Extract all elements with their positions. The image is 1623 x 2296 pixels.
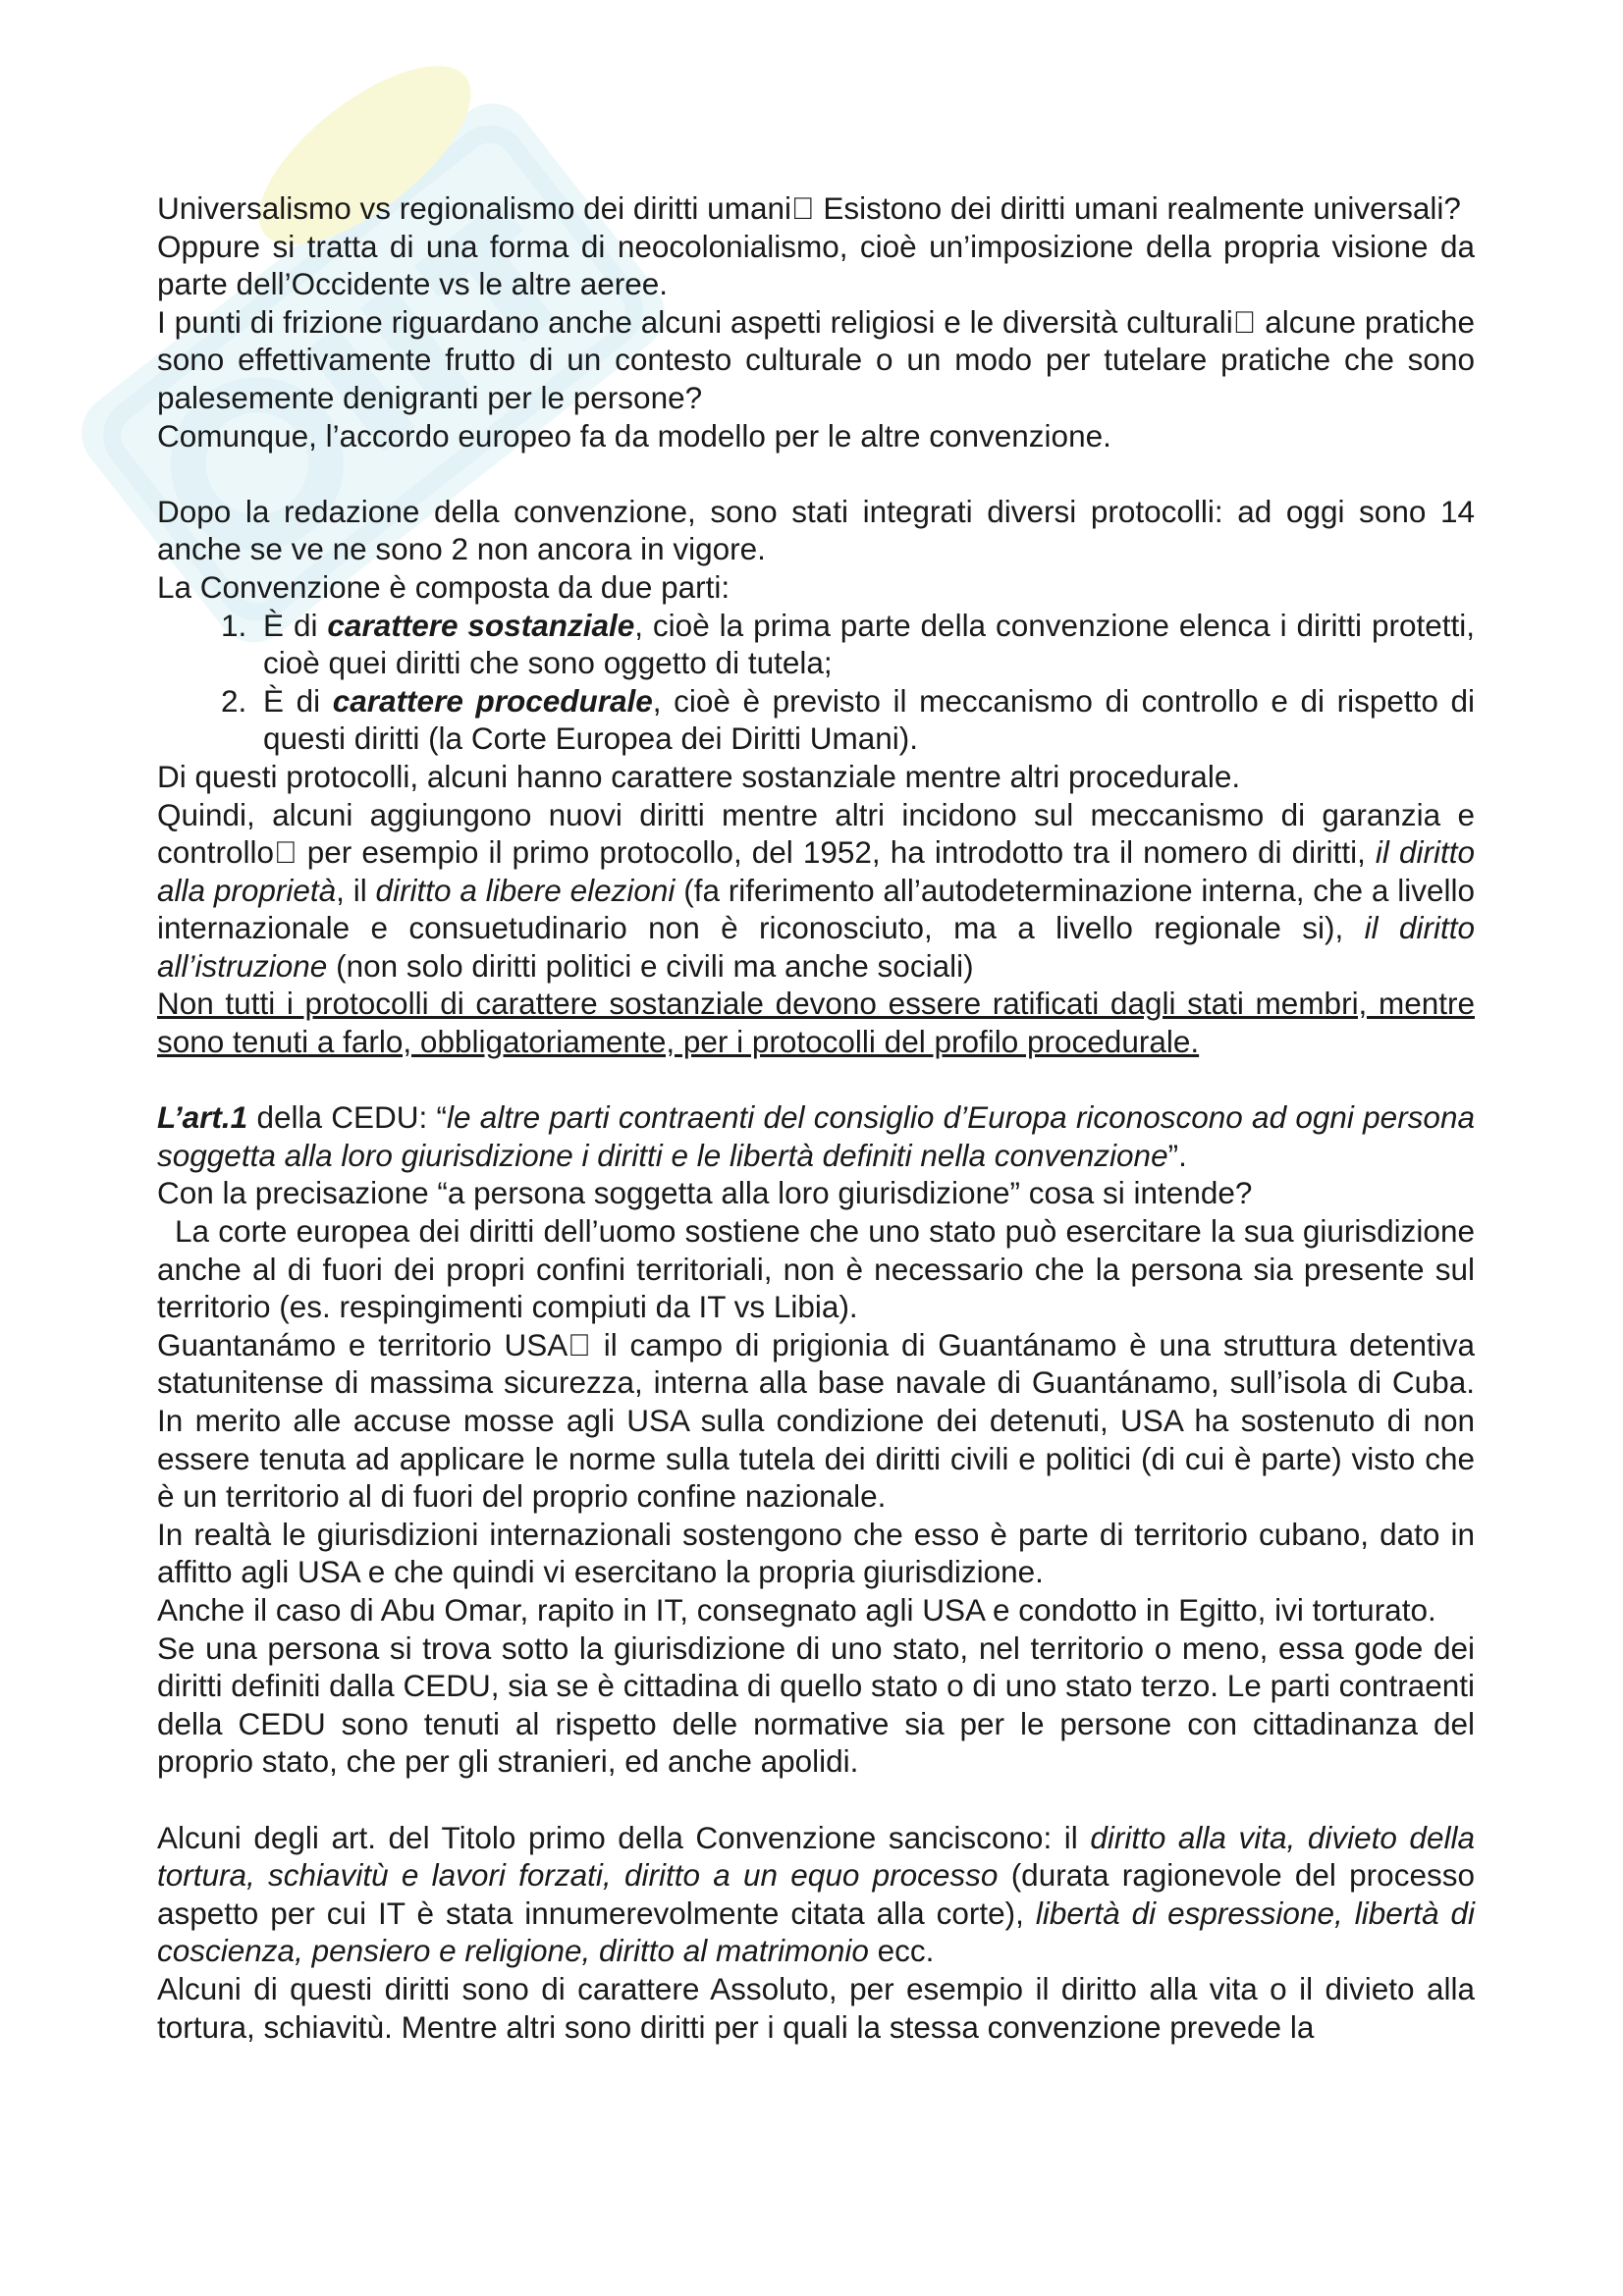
paragraph: In realtà le giurisdizioni internazionali sostengono che esso è parte di territorio cubano, dato in affitto agli USA e che quindi vi esercitano la propria giurisdizione. [157,1516,1475,1590]
paragraph: Con la precisazione “a persona soggetta alla loro giurisdizione” cosa si intende? [157,1175,1253,1211]
article-reference: L’art.1 [157,1099,248,1136]
underlined-paragraph: Non tutti i protocolli di carattere sostanziale devono essere ratificati dagli stati membri, mentre sono tenuti a farlo, obbligatoriamente, per i protocolli del profilo procedurale. [157,986,1475,1060]
paragraph: Di questi protocolli, alcuni hanno carattere sostanziale mentre altri procedurale. [157,758,1241,794]
text-run: , il [336,872,376,908]
paragraph: I punti di frizione riguardano anche alcuni aspetti religiosi e le diversità culturali alcune pratiche sono effettivamente frutto di un contesto culturale o un modo per tutelare pratiche che sono palesemente denigranti per le persone? [157,303,1475,415]
list-item-text: È di [263,682,333,719]
blank-line [157,454,1475,493]
list-item-text: , cioè è previsto il meccanismo di controllo e di rispetto di questi diritti (la Corte Europea dei Diritti Umani). [263,682,1476,757]
text-run: (non solo diritti politici e civili ma anche sociali) [327,947,974,984]
list-item [255,682,1475,758]
text-run: (durata ragionevole del processo aspetto per cui IT è stata innumerevolmente citata alla corte), [157,1857,1475,1931]
blank-line [157,1061,1475,1099]
text-run: (fa riferimento all’autodeterminazione interna, che a livello internazionale e consuetudinario non è riconosciuto, ma a livello regionale si), [157,872,1475,946]
paragraph: La Convenzione è composta da due parti: [157,568,730,605]
italic-run: il diritto all’istruzione [157,910,1475,984]
blank-line [157,1781,1475,1819]
list-item [255,607,1475,682]
list-item-term: carattere procedurale [332,682,653,719]
paragraph: La corte europea dei diritti dell’uomo sostiene che uno stato può esercitare la sua giurisdizione anche al di fuori dei propri confini territoriali, non è necessario che la persona sia presente sul territorio (es. respingimenti compiuti da IT vs Libia). [157,1213,1475,1325]
italic-run: il diritto alla proprietà [157,834,1475,908]
paragraph: Anche il caso di Abu Omar, rapito in IT, consegnato agli USA e condotto in Egitto, ivi torturato. [157,1591,1436,1628]
list-item-text: , cioè la prima parte della convenzione elenca i diritti protetti, cioè quei diritti che sono oggetto di tutela; [263,607,1476,681]
paragraph: Comunque, l’accordo europeo fa da modello per le altre convenzione. [157,417,1111,454]
text-run: Quindi, alcuni aggiungono nuovi diritti mentre altri incidono sul meccanismo di garanzia e controllo per esempio il primo protocollo, del 1952, ha introdotto tra il nomero di diritti, [157,796,1475,871]
italic-run: libertà di espressione, libertà di coscienza, pensiero e religione, diritto al matrimonio [157,1895,1475,1969]
quoted-article: le altre parti contraenti del consiglio d’Europa riconoscono ad ogni persona soggetta alla loro giurisdizione i diritti e le libertà definiti nella convenzione [157,1099,1475,1173]
list-item-text: È di [263,607,328,643]
text-run: ”. [1167,1137,1187,1173]
text-run: della CEDU: “ [247,1099,448,1136]
list-item-term: carattere sostanziale [327,607,635,643]
paragraph: Alcuni di questi diritti sono di carattere Assoluto, per esempio il diritto alla vita o il divieto alla tortura, schiavitù. Mentre altri sono diritti per i quali la stessa convenzione prevede la [157,1970,1475,2045]
paragraph: Oppure si tratta di una forma di neocolonialismo, cioè un’imposizione della propria visione da parte dell’Occidente vs le altre aeree. [157,228,1475,302]
italic-run: diritto alla vita, divieto della tortura, schiavitù e lavori forzati, diritto a un equo processo [157,1819,1475,1894]
paragraph: Dopo la redazione della convenzione, sono stati integrati diversi protocolli: ad oggi sono 14 anche se ve ne sono 2 non ancora in vigore. [157,493,1475,567]
paragraph [157,796,1475,986]
numbered-list [157,607,1475,758]
paragraph [157,1819,1475,1970]
paragraph: Se una persona si trova sotto la giurisdizione di uno stato, nel territorio o meno, essa gode dei diritti definiti dalla CEDU, sia se è cittadina di quello stato o di uno stato terzo. Le parti contraenti della CEDU sono tenuti al rispetto delle normative sia per le persone con cittadinanza del proprio stato, che per gli stranieri, ed anche apolidi. [157,1629,1475,1780]
document-page [157,189,1475,2046]
paragraph [157,1098,1475,1174]
text-run: ecc. [868,1933,935,1969]
paragraph: Guantanámo e territorio USA il campo di prigionia di Guantánamo è una struttura detentiva statunitense di massima sicurezza, interna alla base navale di Guantánamo, sull’isola di Cuba. In merito alle accuse mosse agli USA sulla condizione dei detenuti, USA ha sostenuto di non essere tenuta ad applicare le norme sulla tutela dei diritti civili e politici (di cui è parte) visto che è un territorio al di fuori del proprio confine nazionale. [157,1326,1475,1515]
paragraph: Universalismo vs regionalismo dei diritti umani Esistono dei diritti umani realmente universali? [157,190,1438,226]
italic-run: diritto a libere elezioni [375,872,676,908]
text-run: Alcuni degli art. del Titolo primo della Convenzione sanciscono: il [157,1819,1091,1855]
